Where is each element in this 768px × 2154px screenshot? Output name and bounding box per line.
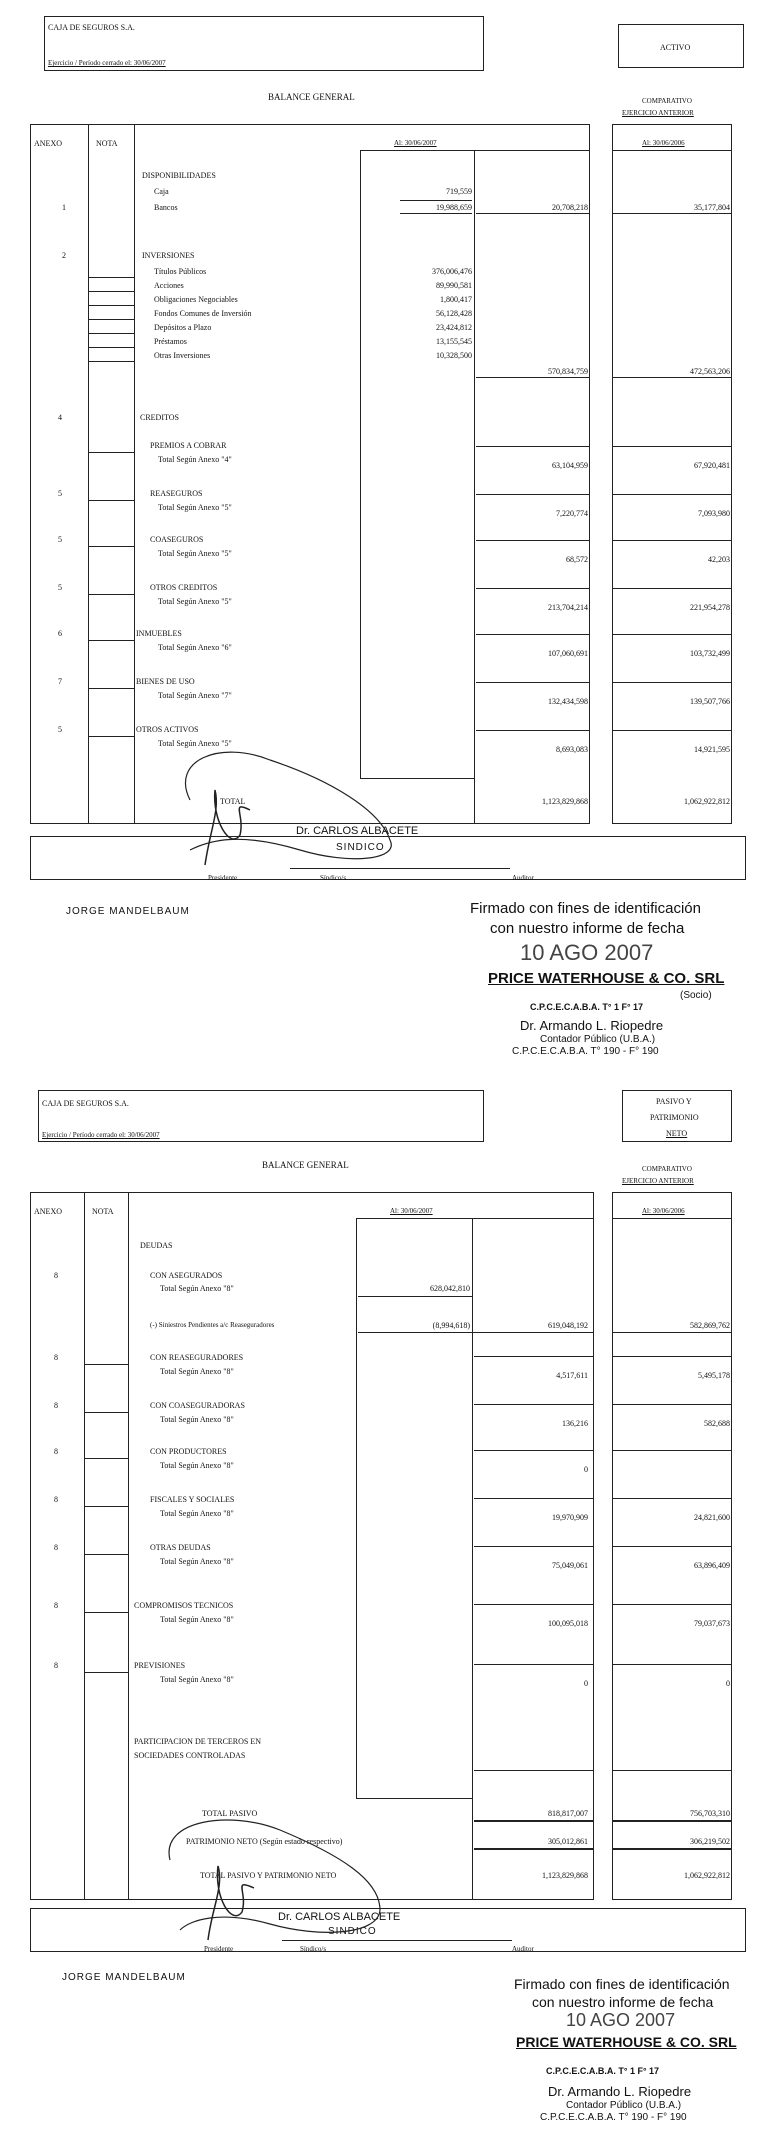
- stamp-date: 10 AGO 2007: [520, 940, 654, 965]
- sindico-title: SINDICO: [336, 842, 385, 853]
- pasivo-section-nota-rule: [84, 1506, 128, 1507]
- president-name: JORGE MANDELBAUM: [66, 906, 190, 917]
- activo-section-sub: Total Según Anexo "5": [158, 597, 232, 606]
- inversiones-anexo: 2: [62, 251, 66, 260]
- ejercicio-anterior-label: EJERCICIO ANTERIOR: [622, 109, 694, 117]
- pasivo-section-total: 100,095,018: [548, 1619, 588, 1628]
- pn-label: PATRIMONIO NETO (Según estado respectivo): [186, 1837, 343, 1846]
- caja-value: 719,559: [446, 187, 472, 196]
- activo-section-anexo: 6: [58, 629, 62, 638]
- pasivo-section-rule: [474, 1356, 594, 1357]
- activo-section-total: 63,104,959: [552, 461, 588, 470]
- col-nota-2: NOTA: [92, 1207, 114, 1216]
- inversion-item-rule: [88, 305, 134, 306]
- inversion-item-label: Préstamos: [154, 337, 187, 346]
- sindico-name: Dr. CARLOS ALBACETE: [296, 825, 419, 837]
- pasivo-section-title: FISCALES Y SOCIALES: [150, 1495, 235, 1504]
- inversion-item-rule: [88, 347, 134, 348]
- stamp-firm: PRICE WATERHOUSE & CO. SRL: [488, 970, 725, 987]
- inversion-item-value: 10,328,500: [436, 351, 472, 360]
- inversion-item-rule: [88, 319, 134, 320]
- pasivo-section-title: CON PRODUCTORES: [150, 1447, 227, 1456]
- inversion-item-value: 89,990,581: [436, 281, 472, 290]
- activo-section-prior: 67,920,481: [694, 461, 730, 470]
- pasivo-section-anexo: 8: [54, 1601, 58, 1610]
- asegurados-prior: 582,869,762: [690, 1321, 730, 1330]
- total-pasivo: 818,817,007: [548, 1809, 588, 1818]
- activo-section-anexo: 5: [58, 725, 62, 734]
- activo-section-nota-rule: [88, 452, 134, 453]
- activo-section-sub: Total Según Anexo "5": [158, 549, 232, 558]
- activo-section-title: BIENES DE USO: [136, 677, 195, 686]
- activo-section-rule: [476, 730, 590, 731]
- stamp2-firm: PRICE WATERHOUSE & CO. SRL: [516, 2034, 737, 2050]
- activo-section-rule: [476, 634, 590, 635]
- pasivo-section-nota-rule: [84, 1672, 128, 1673]
- stamp-name: Dr. Armando L. Riopedre: [520, 1018, 664, 1033]
- pasivo-section-prior: 5,495,178: [698, 1371, 730, 1380]
- activo-section-prior: 7,093,980: [698, 509, 730, 518]
- pasivo-section-title: CON REASEGURADORES: [150, 1353, 244, 1362]
- pasivo-section-nota-rule: [84, 1412, 128, 1413]
- activo-section-title: REASEGUROS: [150, 489, 203, 498]
- inversion-item-label: Obligaciones Negociables: [154, 295, 238, 304]
- pasivo-section-sub: Total Según Anexo "8": [160, 1615, 234, 1624]
- activo-section-nota-rule: [88, 594, 134, 595]
- activo-section-anexo: 5: [58, 583, 62, 592]
- comparativo-label: COMPARATIVO: [642, 97, 692, 105]
- ejercicio-anterior-label-2: EJERCICIO ANTERIOR: [622, 1177, 694, 1185]
- activo-section-prior: 42,203: [708, 555, 730, 564]
- sindico-title-2: SINDICO: [328, 1926, 377, 1937]
- activo-section-total: 68,572: [566, 555, 588, 564]
- activo-total-prior: 1,062,922,812: [684, 797, 730, 806]
- inversion-item-rule: [88, 333, 134, 334]
- total-pasivo-prior: 756,703,310: [690, 1809, 730, 1818]
- signature-scribble-2: [150, 1800, 400, 1945]
- stamp-line1: Firmado con fines de identificación: [470, 900, 701, 917]
- pasivo-section-sub: Total Según Anexo "8": [160, 1461, 234, 1470]
- pasivo-section-nota-rule: [84, 1554, 128, 1555]
- pasivo-section-rule-prior: [612, 1404, 732, 1405]
- activo-section-nota-rule: [88, 688, 134, 689]
- stamp-socio: (Socio): [680, 990, 712, 1001]
- pasivo-section-sub: Total Según Anexo "8": [160, 1367, 234, 1376]
- inversion-item-label: Depósitos a Plazo: [154, 323, 212, 332]
- disponibilidades-prior: 35,177,804: [694, 203, 730, 212]
- inversiones-label: INVERSIONES: [142, 251, 195, 260]
- pn-value: 305,012,861: [548, 1837, 588, 1846]
- activo-section-rule-prior: [612, 494, 732, 495]
- pasivo-section-anexo: 8: [54, 1661, 58, 1670]
- pasivo-section-rule-prior: [612, 1546, 732, 1547]
- inversion-item-value: 13,155,545: [436, 337, 472, 346]
- deudas-label: DEUDAS: [140, 1241, 173, 1250]
- inversion-item-rule: [88, 291, 134, 292]
- comparativo-label-2: COMPARATIVO: [642, 1165, 692, 1173]
- sig-presidente-2: Presidente: [204, 1945, 234, 1953]
- activo-section-nota-rule: [88, 640, 134, 641]
- inversion-item-rule: [88, 277, 134, 278]
- bancos-value: 19,988,659: [436, 203, 472, 212]
- pasivo-section-total: 0: [584, 1679, 588, 1688]
- activo-section-rule-prior: [612, 634, 732, 635]
- prior-date-2: Al: 30/06/2006: [642, 1207, 685, 1215]
- disponibilidades-anexo: 1: [62, 203, 66, 212]
- pasivo-section-rule: [474, 1546, 594, 1547]
- pasivo-section-anexo: 8: [54, 1495, 58, 1504]
- creditos-anexo: 4: [58, 413, 62, 422]
- stamp2-cpce: C.P.C.E.C.A.B.A. T° 1 F° 17: [546, 2066, 660, 2076]
- activo-section-rule: [476, 446, 590, 447]
- activo-section-rule: [476, 682, 590, 683]
- pasivo-section-title: PREVISIONES: [134, 1661, 186, 1670]
- pasivo-section-sub: Total Según Anexo "8": [160, 1675, 234, 1684]
- activo-heading: ACTIVO: [660, 43, 691, 52]
- pasivo-section-rule: [474, 1450, 594, 1451]
- inversiones-prior: 472,563,206: [690, 367, 730, 376]
- activo-total-label: TOTAL: [220, 797, 246, 806]
- stamp-cpce: C.P.C.E.C.A.B.A. T° 1 F° 17: [530, 1002, 644, 1012]
- president-name-2: JORGE MANDELBAUM: [62, 1972, 186, 1983]
- activo-section-sub: Total Según Anexo "7": [158, 691, 232, 700]
- col-anexo: ANEXO: [34, 139, 62, 148]
- activo-section-nota-rule: [88, 500, 134, 501]
- pasivo-section-title: CON COASEGURADORAS: [150, 1401, 245, 1410]
- sindico-name-2: Dr. CARLOS ALBACETE: [278, 1911, 401, 1923]
- pasivo-total-prior: 1,062,922,812: [684, 1871, 730, 1880]
- activo-total: 1,123,829,868: [542, 797, 588, 806]
- sig-presidente: Presidente: [208, 874, 238, 882]
- company-name-2: CAJA DE SEGUROS S.A.: [42, 1099, 129, 1108]
- pasivo-heading-1: PASIVO Y: [656, 1097, 692, 1106]
- pasivo-total-label: TOTAL PASIVO Y PATRIMONIO NETO: [200, 1871, 337, 1880]
- inversion-item-rule: [88, 361, 134, 362]
- period-label-2: Ejercicio / Período cerrado el: 30/06/2007: [42, 1131, 160, 1139]
- pasivo-section-anexo: 8: [54, 1401, 58, 1410]
- stamp2-name: Dr. Armando L. Riopedre: [548, 2084, 692, 2099]
- stamp2-line1: Firmado con fines de identificación: [514, 1976, 730, 1992]
- pasivo-section-prior: 0: [726, 1679, 730, 1688]
- disponibilidades-label: DISPONIBILIDADES: [142, 171, 216, 180]
- pasivo-section-title: COMPROMISOS TECNICOS: [134, 1601, 234, 1610]
- sig-auditor-2: Auditor: [512, 1945, 534, 1953]
- disponibilidades-total: 20,708,218: [552, 203, 588, 212]
- caja-label: Caja: [154, 187, 169, 196]
- pasivo-section-prior: 582,688: [704, 1419, 730, 1428]
- pasivo-heading-2: PATRIMONIO: [650, 1113, 699, 1122]
- stamp-title: Contador Público (U.B.A.): [540, 1034, 656, 1045]
- activo-section-rule-prior: [612, 682, 732, 683]
- pasivo-section-sub: Total Según Anexo "8": [160, 1415, 234, 1424]
- activo-section-anexo: 5: [58, 489, 62, 498]
- stamp2-line2: con nuestro informe de fecha: [532, 1994, 714, 2010]
- pasivo-section-rule-prior: [612, 1450, 732, 1451]
- activo-section-total: 213,704,214: [548, 603, 588, 612]
- pasivo-section-sub: Total Según Anexo "8": [160, 1557, 234, 1566]
- pasivo-section-anexo: 8: [54, 1447, 58, 1456]
- inversion-item-value: 376,006,476: [432, 267, 472, 276]
- inversion-item-label: Acciones: [154, 281, 184, 290]
- activo-section-rule-prior: [612, 540, 732, 541]
- activo-section-total: 8,693,083: [556, 745, 588, 754]
- inversiones-total: 570,834,759: [548, 367, 588, 376]
- activo-section-title: INMUEBLES: [136, 629, 182, 638]
- company-name: CAJA DE SEGUROS S.A.: [48, 23, 135, 32]
- pasivo-section-total: 136,216: [562, 1419, 588, 1428]
- activo-table: [30, 124, 590, 824]
- activo-section-prior: 14,921,595: [694, 745, 730, 754]
- activo-prior-table: [612, 124, 732, 824]
- asegurados-anexo: 8: [54, 1271, 58, 1280]
- activo-section-title: PREMIOS A COBRAR: [150, 441, 227, 450]
- inversion-item-value: 23,424,812: [436, 323, 472, 332]
- asegurados-sub: Total Según Anexo "8": [160, 1284, 234, 1293]
- pasivo-section-total: 19,970,909: [552, 1513, 588, 1522]
- activo-section-prior: 103,732,499: [690, 649, 730, 658]
- activo-section-nota-rule: [88, 736, 134, 737]
- period-label: Ejercicio / Período cerrado el: 30/06/2007: [48, 59, 166, 67]
- inversion-item-value: 56,128,428: [436, 309, 472, 318]
- total-pasivo-label: TOTAL PASIVO: [202, 1809, 258, 1818]
- activo-section-anexo: 5: [58, 535, 62, 544]
- pasivo-section-rule: [474, 1604, 594, 1605]
- stamp2-title: Contador Público (U.B.A.): [566, 2100, 682, 2111]
- pasivo-total: 1,123,829,868: [542, 1871, 588, 1880]
- pasivo-section-anexo: 8: [54, 1353, 58, 1362]
- pasivo-section-prior: 79,037,673: [694, 1619, 730, 1628]
- pasivo-section-nota-rule: [84, 1364, 128, 1365]
- activo-section-nota-rule: [88, 546, 134, 547]
- pasivo-section-rule-prior: [612, 1604, 732, 1605]
- current-date: Al: 30/06/2007: [394, 139, 437, 147]
- asegurados-less-value: (8,994,618): [432, 1321, 470, 1330]
- activo-section-sub: Total Según Anexo "5": [158, 503, 232, 512]
- asegurados-total: 619,048,192: [548, 1321, 588, 1330]
- pasivo-section-total: 4,517,611: [556, 1371, 588, 1380]
- inversion-item-label: Otras Inversiones: [154, 351, 211, 360]
- col-nota: NOTA: [96, 139, 118, 148]
- activo-section-total: 7,220,774: [556, 509, 588, 518]
- pasivo-section-total: 75,049,061: [552, 1561, 588, 1570]
- pasivo-section-rule: [474, 1498, 594, 1499]
- pasivo-section-prior: 63,896,409: [694, 1561, 730, 1570]
- activo-section-anexo: 7: [58, 677, 62, 686]
- creditos-label: CREDITOS: [140, 413, 179, 422]
- sig-sindico-2: Síndico/s: [300, 1945, 327, 1953]
- pasivo-section-rule: [474, 1404, 594, 1405]
- pasivo-section-rule-prior: [612, 1498, 732, 1499]
- pasivo-section-rule-prior: [612, 1356, 732, 1357]
- inversion-item-value: 1,800,417: [440, 295, 472, 304]
- inversion-item-label: Fondos Comunes de Inversión: [154, 309, 252, 318]
- signature-scribble-1: [150, 720, 410, 870]
- activo-section-title: COASEGUROS: [150, 535, 204, 544]
- pn-prior: 306,219,502: [690, 1837, 730, 1846]
- stamp-line2: con nuestro informe de fecha: [490, 920, 685, 937]
- asegurados-title: CON ASEGURADOS: [150, 1271, 223, 1280]
- activo-section-rule: [476, 540, 590, 541]
- inversion-item-label: Títulos Públicos: [154, 267, 207, 276]
- participacion-2: SOCIEDADES CONTROLADAS: [134, 1751, 246, 1760]
- activo-section-total: 107,060,691: [548, 649, 588, 658]
- pasivo-section-rule: [474, 1664, 594, 1665]
- activo-section-sub: Total Según Anexo "6": [158, 643, 232, 652]
- pasivo-section-prior: 24,821,600: [694, 1513, 730, 1522]
- activo-section-title: OTROS CREDITOS: [150, 583, 218, 592]
- pasivo-heading-3: NETO: [666, 1129, 688, 1138]
- participacion-1: PARTICIPACION DE TERCEROS EN: [134, 1737, 262, 1746]
- pasivo-section-title: OTRAS DEUDAS: [150, 1543, 211, 1552]
- pasivo-section-total: 0: [584, 1465, 588, 1474]
- activo-section-rule: [476, 588, 590, 589]
- stamp2-reg: C.P.C.E.C.A.B.A. T° 190 - F° 190: [540, 2112, 687, 2123]
- bancos-label: Bancos: [154, 203, 178, 212]
- activo-section-prior: 221,954,278: [690, 603, 730, 612]
- stamp-reg: C.P.C.E.C.A.B.A. T° 190 - F° 190: [512, 1046, 659, 1057]
- activo-section-rule-prior: [612, 730, 732, 731]
- activo-section-title: OTROS ACTIVOS: [136, 725, 199, 734]
- activo-section-rule: [476, 494, 590, 495]
- activo-section-sub: Total Según Anexo "5": [158, 739, 232, 748]
- pasivo-section-anexo: 8: [54, 1543, 58, 1552]
- pasivo-section-sub: Total Según Anexo "8": [160, 1509, 234, 1518]
- col-anexo-2: ANEXO: [34, 1207, 62, 1216]
- pasivo-section-nota-rule: [84, 1612, 128, 1613]
- current-date-2: Al: 30/06/2007: [390, 1207, 433, 1215]
- pasivo-section-rule-prior: [612, 1664, 732, 1665]
- pasivo-section-nota-rule: [84, 1458, 128, 1459]
- asegurados-sub-value: 628,042,810: [430, 1284, 470, 1293]
- stamp2-date: 10 AGO 2007: [566, 2010, 676, 2030]
- activo-section-sub: Total Según Anexo "4": [158, 455, 232, 464]
- activo-section-rule-prior: [612, 588, 732, 589]
- prior-date: Al: 30/06/2006: [642, 139, 685, 147]
- activo-section-rule-prior: [612, 446, 732, 447]
- sig-auditor: Auditor: [512, 874, 534, 882]
- balance-title-2: BALANCE GENERAL: [262, 1160, 349, 1170]
- sig-sindico: Síndico/s: [320, 874, 347, 882]
- balance-title: BALANCE GENERAL: [268, 92, 355, 102]
- activo-section-total: 132,434,598: [548, 697, 588, 706]
- asegurados-less-label: (-) Siniestros Pendientes a/c Reaseguradores: [150, 1321, 275, 1329]
- activo-section-prior: 139,507,766: [690, 697, 730, 706]
